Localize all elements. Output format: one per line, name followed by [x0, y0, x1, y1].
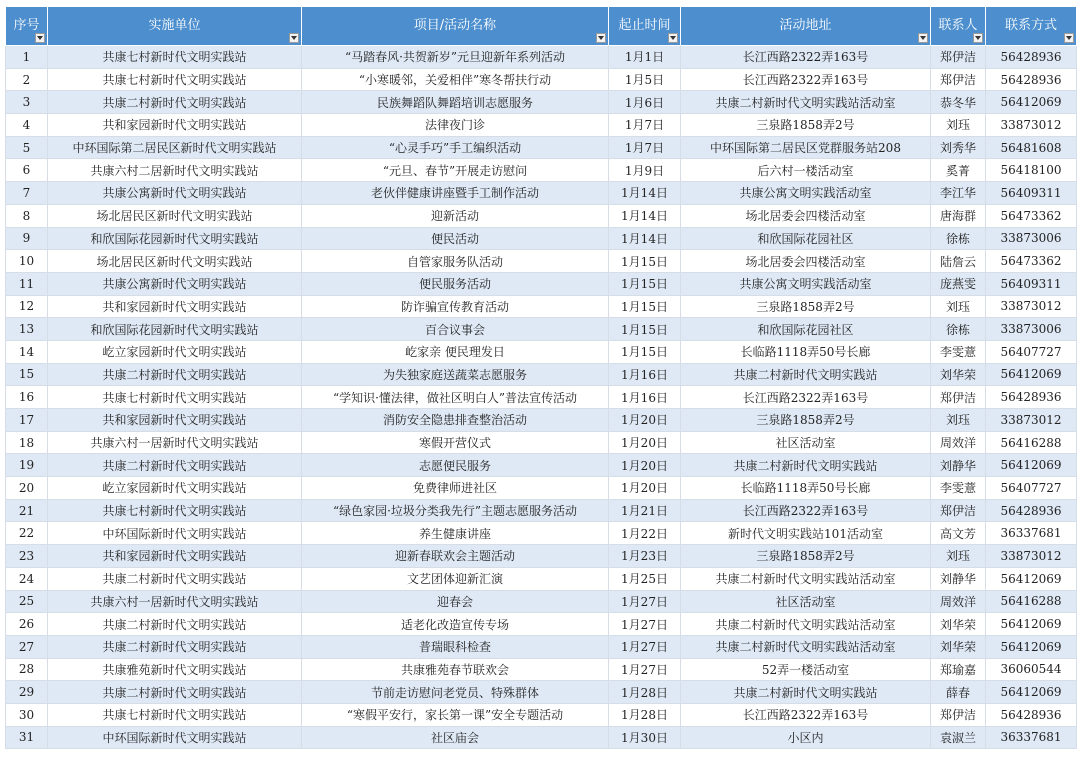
cell-address: 长江西路2322弄163号	[681, 68, 931, 91]
cell-index: 12	[6, 295, 48, 318]
cell-activity-name: “寒假平安行，家长第一课”安全专题活动	[302, 703, 609, 726]
cell-index: 21	[6, 499, 48, 522]
cell-date: 1月20日	[609, 454, 681, 477]
cell-contact-person: 刘珏	[931, 114, 986, 137]
header-label: 起止时间	[618, 17, 671, 33]
cell-address: 共康二村新时代文明实践站	[681, 363, 931, 386]
cell-index: 19	[6, 454, 48, 477]
cell-contact-person: 徐栋	[931, 318, 986, 341]
cell-index: 18	[6, 431, 48, 454]
cell-phone: 33873006	[986, 318, 1077, 341]
cell-organizer: 共康公寓新时代文明实践站	[48, 272, 302, 295]
table-row	[6, 726, 1077, 749]
filter-dropdown-icon[interactable]	[289, 33, 299, 43]
cell-organizer: 共康二村新时代文明实践站	[48, 91, 302, 114]
cell-index: 5	[6, 136, 48, 159]
cell-index: 15	[6, 363, 48, 386]
cell-contact-person: 周效洋	[931, 431, 986, 454]
cell-organizer: 共康二村新时代文明实践站	[48, 567, 302, 590]
filter-dropdown-icon[interactable]	[918, 33, 928, 43]
cell-activity-name: 文艺团体迎新汇演	[302, 567, 609, 590]
table-row	[6, 431, 1077, 454]
cell-contact-person: 恭冬华	[931, 91, 986, 114]
cell-address: 社区活动室	[681, 590, 931, 613]
cell-phone: 33873012	[986, 545, 1077, 568]
table-row	[6, 272, 1077, 295]
cell-date: 1月14日	[609, 182, 681, 205]
cell-phone: 56412069	[986, 363, 1077, 386]
table-row	[6, 681, 1077, 704]
table-row	[6, 522, 1077, 545]
cell-index: 11	[6, 272, 48, 295]
cell-phone: 56481608	[986, 136, 1077, 159]
cell-address: 小区内	[681, 726, 931, 749]
table-row	[6, 136, 1077, 159]
cell-organizer: 场北居民区新时代文明实践站	[48, 204, 302, 227]
cell-date: 1月30日	[609, 726, 681, 749]
cell-index: 9	[6, 227, 48, 250]
cell-activity-name: 便民服务活动	[302, 272, 609, 295]
cell-activity-name: “绿色家园·垃圾分类我先行”主题志愿服务活动	[302, 499, 609, 522]
table-row	[6, 318, 1077, 341]
cell-organizer: 共康二村新时代文明实践站	[48, 613, 302, 636]
cell-contact-person: 奚菁	[931, 159, 986, 182]
cell-activity-name: 百合议事会	[302, 318, 609, 341]
cell-index: 27	[6, 635, 48, 658]
cell-organizer: 共康二村新时代文明实践站	[48, 363, 302, 386]
cell-address: 三泉路1858弄2号	[681, 409, 931, 432]
cell-contact-person: 郑伊洁	[931, 386, 986, 409]
cell-address: 共康二村新时代文明实践站活动室	[681, 613, 931, 636]
activity-table-container	[5, 6, 1076, 749]
table-row	[6, 227, 1077, 250]
cell-index: 29	[6, 681, 48, 704]
header-label: 联系方式	[1004, 17, 1057, 33]
cell-phone: 56428936	[986, 386, 1077, 409]
table-row	[6, 250, 1077, 273]
filter-dropdown-icon[interactable]	[668, 33, 678, 43]
cell-contact-person: 李雯薏	[931, 340, 986, 363]
cell-date: 1月7日	[609, 114, 681, 137]
cell-phone: 56407727	[986, 340, 1077, 363]
cell-organizer: 共康二村新时代文明实践站	[48, 635, 302, 658]
cell-organizer: 中环国际新时代文明实践站	[48, 726, 302, 749]
cell-contact-person: 刘珏	[931, 545, 986, 568]
cell-date: 1月28日	[609, 681, 681, 704]
cell-contact-person: 李雯薏	[931, 477, 986, 500]
cell-contact-person: 刘华荣	[931, 613, 986, 636]
cell-address: 长江西路2322弄163号	[681, 46, 931, 69]
cell-phone: 33873012	[986, 114, 1077, 137]
cell-organizer: 共康七村新时代文明实践站	[48, 703, 302, 726]
table-row	[6, 68, 1077, 91]
cell-address: 共康公寓文明实践活动室	[681, 272, 931, 295]
cell-contact-person: 刘静华	[931, 454, 986, 477]
cell-contact-person: 庞燕雯	[931, 272, 986, 295]
cell-contact-person: 袁淑兰	[931, 726, 986, 749]
cell-activity-name: 寒假开营仪式	[302, 431, 609, 454]
cell-date: 1月15日	[609, 250, 681, 273]
cell-activity-name: 便民活动	[302, 227, 609, 250]
cell-index: 20	[6, 477, 48, 500]
cell-date: 1月23日	[609, 545, 681, 568]
cell-activity-name: “小寒暖邻，关爱相伴”寒冬帮扶行动	[302, 68, 609, 91]
cell-index: 23	[6, 545, 48, 568]
cell-phone: 56412069	[986, 681, 1077, 704]
cell-contact-person: 郑伊洁	[931, 703, 986, 726]
header-label: 项目/活动名称	[413, 17, 497, 33]
cell-index: 1	[6, 46, 48, 69]
cell-organizer: 共和家园新时代文明实践站	[48, 295, 302, 318]
header-index	[6, 7, 48, 46]
table-row	[6, 409, 1077, 432]
cell-address: 52弄一楼活动室	[681, 658, 931, 681]
cell-activity-name: 为失独家庭送蔬菜志愿服务	[302, 363, 609, 386]
cell-organizer: 屹立家园新时代文明实践站	[48, 477, 302, 500]
table-row	[6, 499, 1077, 522]
cell-date: 1月6日	[609, 91, 681, 114]
cell-phone: 56428936	[986, 499, 1077, 522]
cell-index: 6	[6, 159, 48, 182]
table-row	[6, 454, 1077, 477]
cell-phone: 56416288	[986, 431, 1077, 454]
table-row	[6, 182, 1077, 205]
cell-index: 8	[6, 204, 48, 227]
cell-phone: 56412069	[986, 454, 1077, 477]
cell-contact-person: 陆詹云	[931, 250, 986, 273]
cell-phone: 56473362	[986, 250, 1077, 273]
cell-address: 共康二村新时代文明实践站活动室	[681, 567, 931, 590]
cell-phone: 56412069	[986, 567, 1077, 590]
cell-index: 24	[6, 567, 48, 590]
cell-address: 长江西路2322弄163号	[681, 703, 931, 726]
cell-index: 28	[6, 658, 48, 681]
cell-phone: 56428936	[986, 68, 1077, 91]
cell-date: 1月14日	[609, 204, 681, 227]
filter-dropdown-icon[interactable]	[596, 33, 606, 43]
cell-contact-person: 李江华	[931, 182, 986, 205]
cell-activity-name: “元旦、春节”开展走访慰问	[302, 159, 609, 182]
cell-index: 25	[6, 590, 48, 613]
cell-index: 10	[6, 250, 48, 273]
cell-activity-name: 迎新春联欢会主题活动	[302, 545, 609, 568]
table-row	[6, 204, 1077, 227]
cell-index: 30	[6, 703, 48, 726]
cell-activity-name: 普瑞眼科检查	[302, 635, 609, 658]
cell-date: 1月16日	[609, 386, 681, 409]
cell-date: 1月21日	[609, 499, 681, 522]
cell-date: 1月15日	[609, 272, 681, 295]
cell-index: 17	[6, 409, 48, 432]
cell-date: 1月27日	[609, 590, 681, 613]
cell-phone: 33873012	[986, 295, 1077, 318]
table-row	[6, 386, 1077, 409]
cell-activity-name: 自管家服务队活动	[302, 250, 609, 273]
cell-index: 2	[6, 68, 48, 91]
cell-phone: 56409311	[986, 272, 1077, 295]
header-activity-name	[302, 7, 609, 46]
cell-contact-person: 刘珏	[931, 295, 986, 318]
cell-date: 1月28日	[609, 703, 681, 726]
cell-address: 场北居委会四楼活动室	[681, 250, 931, 273]
cell-date: 1月5日	[609, 68, 681, 91]
cell-activity-name: 老伙伴健康讲座暨手工制作活动	[302, 182, 609, 205]
table-row	[6, 159, 1077, 182]
cell-activity-name: “心灵手巧”手工编织活动	[302, 136, 609, 159]
header-date	[609, 7, 681, 46]
cell-date: 1月16日	[609, 363, 681, 386]
table-row	[6, 295, 1077, 318]
cell-date: 1月27日	[609, 635, 681, 658]
cell-phone: 33873006	[986, 227, 1077, 250]
cell-organizer: 共康公寓新时代文明实践站	[48, 182, 302, 205]
cell-date: 1月15日	[609, 318, 681, 341]
cell-index: 13	[6, 318, 48, 341]
table-row	[6, 613, 1077, 636]
header-contact-person	[931, 7, 986, 46]
cell-organizer: 共康六村一居新时代文明实践站	[48, 431, 302, 454]
cell-organizer: 共和家园新时代文明实践站	[48, 409, 302, 432]
cell-activity-name: 社区庙会	[302, 726, 609, 749]
cell-contact-person: 薛春	[931, 681, 986, 704]
cell-address: 社区活动室	[681, 431, 931, 454]
cell-phone: 56412069	[986, 613, 1077, 636]
cell-activity-name: 迎新活动	[302, 204, 609, 227]
cell-phone: 33873012	[986, 409, 1077, 432]
header-label: 实施单位	[148, 17, 201, 33]
cell-address: 三泉路1858弄2号	[681, 295, 931, 318]
cell-date: 1月22日	[609, 522, 681, 545]
table-row	[6, 114, 1077, 137]
cell-date: 1月20日	[609, 477, 681, 500]
cell-address: 新时代文明实践站101活动室	[681, 522, 931, 545]
cell-phone: 56412069	[986, 635, 1077, 658]
cell-phone: 56409311	[986, 182, 1077, 205]
table-row	[6, 545, 1077, 568]
cell-activity-name: 迎春会	[302, 590, 609, 613]
cell-organizer: 共康六村二居新时代文明实践站	[48, 159, 302, 182]
cell-phone: 36060544	[986, 658, 1077, 681]
cell-activity-name: 免费律师进社区	[302, 477, 609, 500]
header-label: 序号	[13, 17, 40, 33]
cell-organizer: 共康雅苑新时代文明实践站	[48, 658, 302, 681]
header-organizer	[48, 7, 302, 46]
cell-organizer: 共康二村新时代文明实践站	[48, 454, 302, 477]
header-row	[6, 7, 1077, 46]
cell-date: 1月15日	[609, 340, 681, 363]
cell-address: 共康二村新时代文明实践站活动室	[681, 91, 931, 114]
cell-index: 31	[6, 726, 48, 749]
cell-activity-name: 民族舞蹈队舞蹈培训志愿服务	[302, 91, 609, 114]
cell-contact-person: 高文芳	[931, 522, 986, 545]
cell-index: 14	[6, 340, 48, 363]
cell-activity-name: 防诈骗宣传教育活动	[302, 295, 609, 318]
table-row	[6, 477, 1077, 500]
cell-index: 16	[6, 386, 48, 409]
cell-contact-person: 郑伊洁	[931, 46, 986, 69]
cell-organizer: 共康七村新时代文明实践站	[48, 68, 302, 91]
cell-contact-person: 徐栋	[931, 227, 986, 250]
cell-index: 7	[6, 182, 48, 205]
table-row	[6, 703, 1077, 726]
cell-address: 后六村一楼活动室	[681, 159, 931, 182]
table-row	[6, 363, 1077, 386]
cell-index: 26	[6, 613, 48, 636]
cell-contact-person: 刘静华	[931, 567, 986, 590]
cell-date: 1月27日	[609, 613, 681, 636]
cell-address: 长临路1118弄50号长廊	[681, 477, 931, 500]
cell-address: 长江西路2322弄163号	[681, 386, 931, 409]
cell-organizer: 共康七村新时代文明实践站	[48, 46, 302, 69]
table-row	[6, 91, 1077, 114]
cell-organizer: 和欣国际花园新时代文明实践站	[48, 318, 302, 341]
cell-phone: 56418100	[986, 159, 1077, 182]
cell-organizer: 和欣国际花园新时代文明实践站	[48, 227, 302, 250]
header-label: 联系人	[938, 17, 978, 33]
cell-address: 和欣国际花园社区	[681, 318, 931, 341]
table-row	[6, 590, 1077, 613]
cell-date: 1月27日	[609, 658, 681, 681]
cell-activity-name: 养生健康讲座	[302, 522, 609, 545]
cell-activity-name: 共康雅苑春节联欢会	[302, 658, 609, 681]
cell-activity-name: 屹家亲 便民理发日	[302, 340, 609, 363]
cell-organizer: 共和家园新时代文明实践站	[48, 545, 302, 568]
cell-address: 三泉路1858弄2号	[681, 545, 931, 568]
cell-date: 1月20日	[609, 431, 681, 454]
cell-date: 1月25日	[609, 567, 681, 590]
cell-index: 4	[6, 114, 48, 137]
table-row	[6, 340, 1077, 363]
cell-organizer: 共康七村新时代文明实践站	[48, 386, 302, 409]
cell-date: 1月14日	[609, 227, 681, 250]
cell-organizer: 共和家园新时代文明实践站	[48, 114, 302, 137]
cell-activity-name: “学知识·懂法律，做社区明白人”普法宣传活动	[302, 386, 609, 409]
cell-organizer: 场北居民区新时代文明实践站	[48, 250, 302, 273]
cell-contact-person: 刘珏	[931, 409, 986, 432]
cell-address: 共康公寓文明实践活动室	[681, 182, 931, 205]
cell-organizer: 屹立家园新时代文明实践站	[48, 340, 302, 363]
cell-phone: 56473362	[986, 204, 1077, 227]
table-row	[6, 567, 1077, 590]
cell-phone: 56428936	[986, 46, 1077, 69]
header-label: 活动地址	[779, 17, 832, 33]
cell-organizer: 共康二村新时代文明实践站	[48, 681, 302, 704]
cell-address: 共康二村新时代文明实践站	[681, 681, 931, 704]
cell-organizer: 中环国际新时代文明实践站	[48, 522, 302, 545]
cell-activity-name: 消防安全隐患排查整治活动	[302, 409, 609, 432]
cell-address: 长临路1118弄50号长廊	[681, 340, 931, 363]
header-phone	[986, 7, 1077, 46]
cell-index: 22	[6, 522, 48, 545]
table-row	[6, 635, 1077, 658]
cell-address: 共康二村新时代文明实践站	[681, 454, 931, 477]
cell-phone: 36337681	[986, 726, 1077, 749]
cell-phone: 56412069	[986, 91, 1077, 114]
cell-contact-person: 唐海群	[931, 204, 986, 227]
cell-contact-person: 刘秀华	[931, 136, 986, 159]
cell-index: 3	[6, 91, 48, 114]
cell-phone: 56428936	[986, 703, 1077, 726]
cell-organizer: 共康七村新时代文明实践站	[48, 499, 302, 522]
cell-activity-name: 适老化改造宣传专场	[302, 613, 609, 636]
cell-address: 长江西路2322弄163号	[681, 499, 931, 522]
cell-activity-name: 志愿便民服务	[302, 454, 609, 477]
cell-address: 场北居委会四楼活动室	[681, 204, 931, 227]
cell-contact-person: 刘华荣	[931, 635, 986, 658]
cell-organizer: 中环国际第二居民区新时代文明实践站	[48, 136, 302, 159]
cell-date: 1月15日	[609, 295, 681, 318]
table-body	[6, 46, 1077, 749]
cell-address: 共康二村新时代文明实践站活动室	[681, 635, 931, 658]
cell-address: 三泉路1858弄2号	[681, 114, 931, 137]
cell-phone: 56407727	[986, 477, 1077, 500]
cell-activity-name: “马踏春风·共贺新岁”元旦迎新年系列活动	[302, 46, 609, 69]
filter-dropdown-icon[interactable]	[35, 33, 45, 43]
cell-date: 1月9日	[609, 159, 681, 182]
cell-date: 1月1日	[609, 46, 681, 69]
cell-contact-person: 郑瑜嘉	[931, 658, 986, 681]
cell-activity-name: 法律夜门诊	[302, 114, 609, 137]
cell-phone: 36337681	[986, 522, 1077, 545]
header-address	[681, 7, 931, 46]
table-row	[6, 658, 1077, 681]
cell-contact-person: 周效洋	[931, 590, 986, 613]
activity-table	[5, 6, 1077, 749]
cell-date: 1月20日	[609, 409, 681, 432]
cell-address: 中环国际第二居民区党群服务站208	[681, 136, 931, 159]
cell-address: 和欣国际花园社区	[681, 227, 931, 250]
cell-phone: 56416288	[986, 590, 1077, 613]
cell-date: 1月7日	[609, 136, 681, 159]
filter-dropdown-icon[interactable]	[973, 33, 983, 43]
cell-organizer: 共康六村一居新时代文明实践站	[48, 590, 302, 613]
cell-contact-person: 刘华荣	[931, 363, 986, 386]
cell-activity-name: 节前走访慰问老党员、特殊群体	[302, 681, 609, 704]
table-row	[6, 46, 1077, 69]
filter-dropdown-icon[interactable]	[1064, 33, 1074, 43]
cell-contact-person: 郑伊洁	[931, 68, 986, 91]
cell-contact-person: 郑伊洁	[931, 499, 986, 522]
